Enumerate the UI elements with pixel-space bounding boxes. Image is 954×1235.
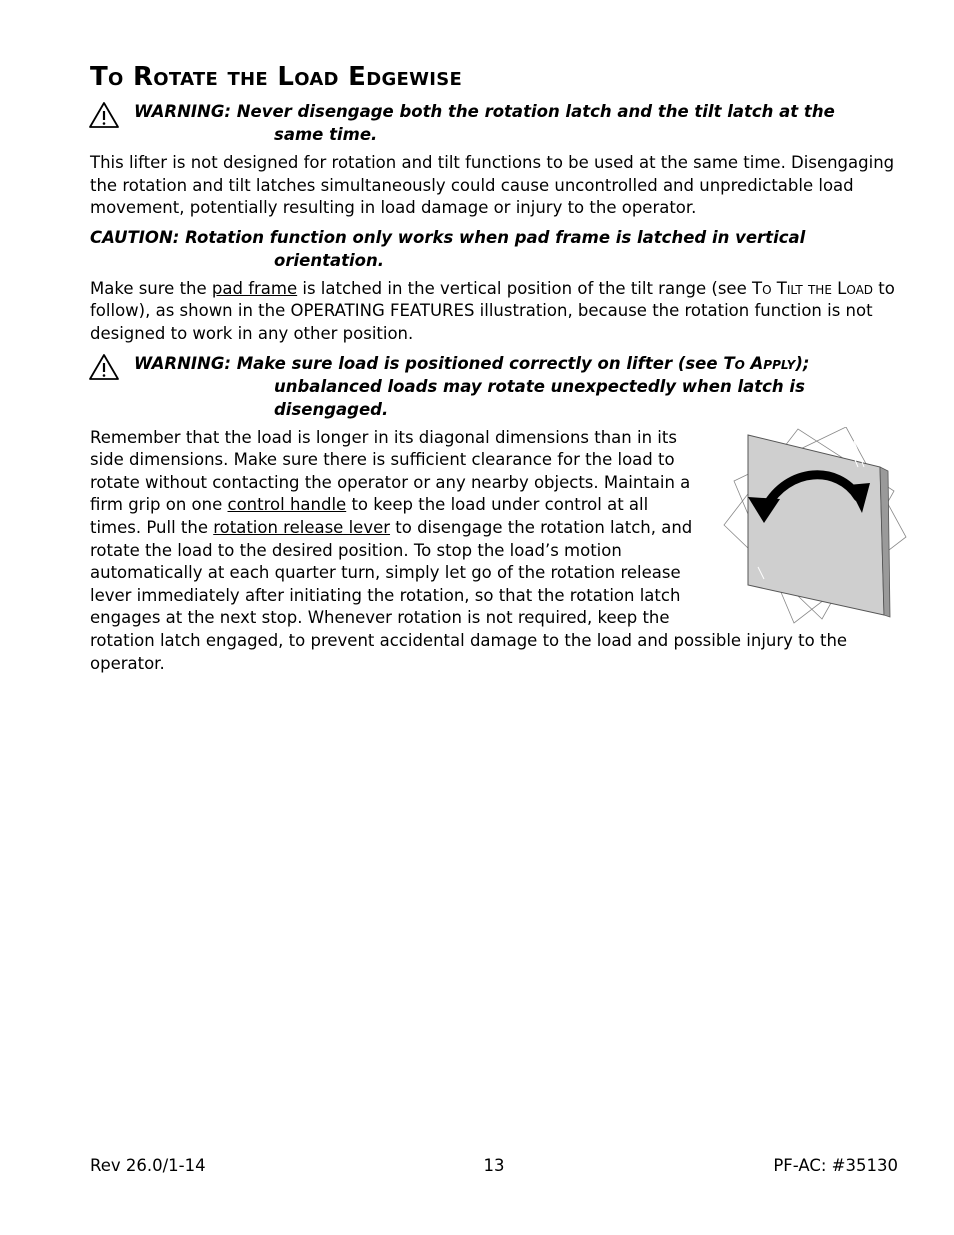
para3-text-1: Remember that the load is longer in its diagonal dimensions than in its side dimensions. Make sure there is sufficient clearance for the load to rotate without contacting the operator or any nearby objects. Maintain a firm grip on one xyxy=(90,427,691,515)
para3-text-2: to keep the load under control at all times. Pull the xyxy=(90,495,649,537)
paragraph-1: This lifter is not designed for rotation and tilt functions to be used at the same time. Disengaging the rotation and tilt latches simultaneously could cause uncontrolled and unpredictable load movement, potentially resulting in load damage or injury to the operator. xyxy=(90,153,895,218)
revision-label: Rev 26.0/1-14 xyxy=(90,1156,206,1175)
warning-block-2 xyxy=(90,352,898,421)
control-handle-link[interactable]: control handle xyxy=(227,495,347,515)
rotation-release-lever-link[interactable]: rotation release lever xyxy=(213,517,391,537)
para3-text-3: to disengage the rotation latch, and rotate the load to the desired position. To stop the load’s motion automatically at each quarter turn, simply let go of the rotation release lever immediately after initiating the rotation, so that the rotation latch engages at the next stop. Whenever rotation is not required, keep the rotation latch engaged, to prevent accidental damage to the load and possible injury to the operator. xyxy=(90,517,848,673)
apply-reference: To Apply xyxy=(723,353,796,373)
para2-text-2: is latched in the vertical position of the tilt range (see xyxy=(297,278,752,298)
warning-1-rest: same time. xyxy=(274,125,378,144)
paragraph-3 xyxy=(90,427,898,676)
caution-lead: CAUTION: Rotation function only works when pad frame is latched in vertical xyxy=(90,227,806,247)
page-footer xyxy=(90,1156,898,1180)
para2-text-1: Make sure the xyxy=(90,278,212,298)
rotating-load-illustration xyxy=(718,427,908,627)
caution-block xyxy=(90,226,898,272)
caution-rest: orientation. xyxy=(274,250,384,270)
warning-triangle-icon xyxy=(88,101,120,129)
document-page xyxy=(90,60,898,681)
warning-2-lead-1: WARNING: Make sure load is positioned correctly on lifter (see xyxy=(134,353,724,373)
warning-2-lead-2: ); xyxy=(795,353,810,373)
page-number: 13 xyxy=(483,1156,505,1175)
tilt-load-reference: To Tilt the Load xyxy=(751,278,874,298)
model-number: PF-AC: #35130 xyxy=(773,1156,898,1175)
warning-1-lead: WARNING: Never disengage both the rotation latch and the tilt latch at the xyxy=(134,102,835,121)
warning-triangle-icon xyxy=(88,353,120,381)
warning-block-1 xyxy=(90,100,898,146)
paragraph-2 xyxy=(90,278,898,346)
para2-text-3: to follow), as shown in the OPERATING FEATURES illustration, because the rotation function is not designed to work in any other position. xyxy=(90,278,895,343)
section-heading: To Rotate the Load Edgewise xyxy=(90,62,463,92)
warning-2-rest: unbalanced loads may rotate unexpectedly when latch is disengaged. xyxy=(274,376,805,419)
pad-frame-link[interactable]: pad frame xyxy=(211,278,298,298)
